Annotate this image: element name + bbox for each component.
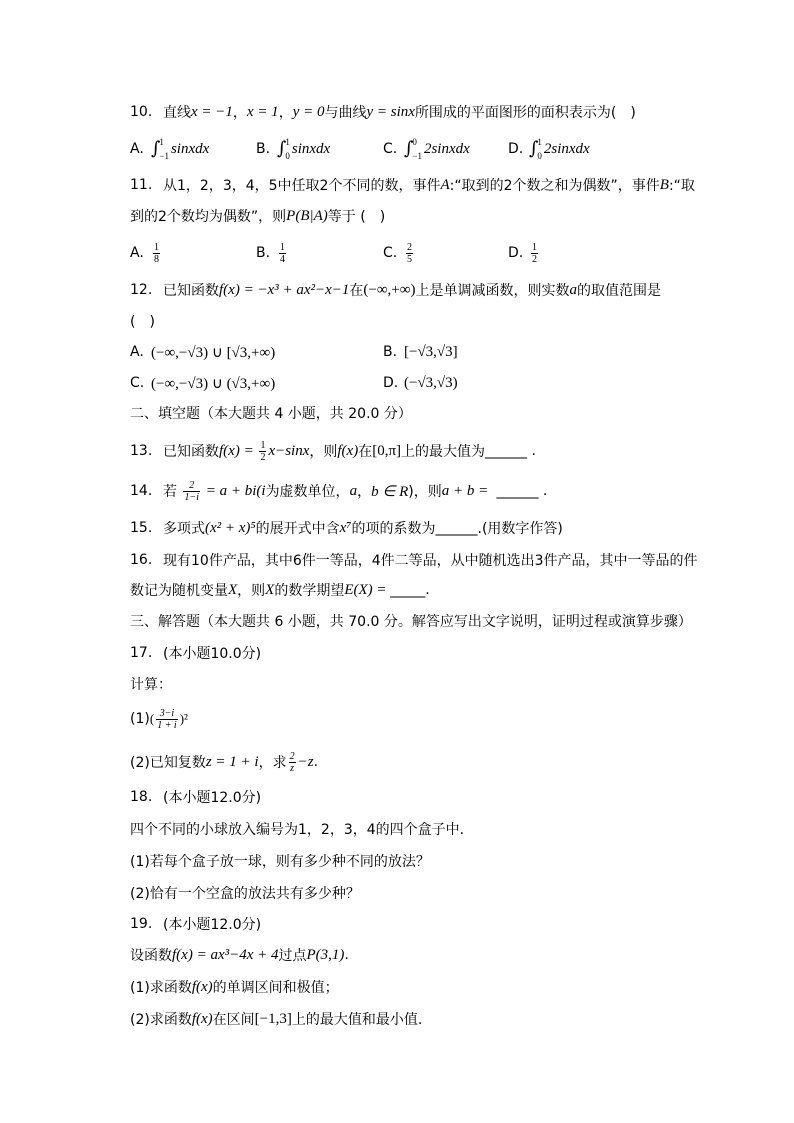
integrand: 2sinxdx [423,140,470,157]
question-text: . [527,443,536,459]
fraction [531,242,538,265]
question-text: 的展开式中含 [255,521,340,537]
math-expression: a + b = [441,482,493,499]
integral [151,137,169,161]
math-expression: X [265,581,275,598]
option-value: [−√3,√3] [404,343,458,360]
numerator: 2 [189,479,195,491]
denominator: z [290,762,295,774]
section-title: 二、填空题（本大题共 4 小题，共 20.0 分） [130,406,412,422]
question-text: 与曲线 [324,105,367,121]
q19-part-2 [130,1009,754,1029]
answer-blank: ______ [492,483,543,499]
question-text: :“取到的2个数之和为偶数”，事件 [449,178,660,194]
denominator: 1 + i [157,719,177,731]
question-text: 的取值范围是 [576,283,661,299]
math-expression: a [349,482,358,499]
upper-limit: 0 [412,137,417,147]
math-expression: = a + bi(i [201,482,266,499]
integral-limits [537,137,542,161]
q12-options-row-2 [130,373,754,393]
option-label: C. [383,141,398,157]
math-expression: x−sinx [268,442,310,459]
fraction [153,242,160,265]
denominator: 1−i [184,491,199,503]
question-text: (1)求函数 [130,980,192,996]
q15-stem [130,518,754,538]
math-expression: a [569,281,577,298]
q12-stem-line-2 [130,311,754,331]
integral-limits [412,137,422,161]
math-expression: f(x) [337,442,359,459]
integral-sign: ∫ [529,138,539,159]
q10-option-b [256,136,330,162]
fraction [279,242,286,265]
integral-limits [159,137,169,161]
q17-prompt [130,674,754,694]
question-score: (本小题12.0分) [163,790,262,806]
integrand: 2sinxdx [543,140,590,157]
close-paren-squared: )² [179,711,188,726]
integrand: sinxdx [170,140,210,157]
question-text: 现有10件产品，其中6件一等品，4件二等品，从中随机选出3件产品，其中一等品的件 [163,553,698,569]
math-expression: f(x) = ax³−4x + 4 [172,946,279,963]
q12-option-c [130,373,275,393]
question-text: 上的最大值和最小值. [291,1012,423,1028]
question-number: 10. [130,104,153,120]
q18-stem [130,819,754,839]
answer-blank: ______ [435,520,478,536]
question-text: 的单调区间和极值； [212,980,339,996]
question-number: 11. [130,177,153,193]
math-expression: y = sinx [366,103,415,120]
option-label: D. [508,245,524,261]
q11-options [130,240,754,266]
math-expression: x = 1 [246,103,279,120]
q11-stem-line-2 [130,206,754,226]
question-text: (2)求函数 [130,1012,192,1028]
question-number: 17. [130,645,153,661]
question-text: . [344,947,349,963]
math-expression: z = 1 + i [205,753,259,770]
integral [529,137,542,161]
option-value: (−∞,−√3) ∪ [√3,+∞) [151,344,276,361]
fraction [259,440,266,463]
denominator: 4 [280,253,285,265]
numerator: 2 [407,241,412,253]
question-text: (2)已知复数 [130,755,206,771]
question-score: (本小题12.0分) [163,917,262,933]
q12-stem-line-1 [130,280,754,300]
integrand: sinxdx [291,140,331,157]
denominator: 8 [154,253,159,265]
q18-part-2 [130,883,754,903]
question-text: 计算： [130,677,172,693]
option-label: B. [256,141,271,157]
math-expression: P(B|A) [286,207,328,224]
option-label: A. [130,141,144,157]
option-value: (−√3,√3) [404,374,458,391]
option-label: D. [508,141,524,157]
question-text: :“取 [668,178,695,194]
q12-option-d [383,373,458,393]
question-number: 19. [130,916,153,932]
math-expression: −z [297,753,314,770]
q17-header [130,643,754,663]
q11-stem-line-1 [130,175,754,195]
q10-option-d [508,136,590,162]
question-text: 在区间 [212,1012,255,1028]
integral-sign: ∫ [277,138,287,159]
denominator: 2 [260,451,266,463]
question-text: ，求 [258,755,287,771]
question-text: ， [278,105,293,121]
question-text: 在 [349,283,364,299]
math-expression: y = 0 [292,103,325,120]
integral-sign: ∫ [151,138,161,159]
question-text: 为虚数单位， [265,484,350,500]
q18-header [130,787,754,807]
answer-parentheses: ( ) [130,314,155,330]
question-text: 直线 [163,105,191,121]
math-expression: f(x) [191,978,213,995]
q17-part-2 [130,751,754,773]
question-text: 上是单调减函数，则实数 [415,283,570,299]
section-heading-solutions [130,611,754,631]
question-text: 已知函数 [163,444,219,460]
question-score: (本小题10.0分) [163,646,262,662]
math-expression: (−∞,+∞) [363,281,416,298]
option-label: C. [383,245,398,261]
q16-stem-line-1 [130,550,754,570]
question-text: (2)恰有一个空盒的放法共有多少种？ [130,886,360,902]
q12-option-a [130,342,275,362]
section-heading-fill-in [130,403,754,423]
lower-limit: −1 [159,151,169,161]
q12-option-b [383,342,458,362]
question-number: 13. [130,443,153,459]
question-text: .(用数字作答) [477,521,563,537]
q10-options [130,136,754,162]
option-label: D. [383,375,399,391]
question-text: 的项的系数为 [351,521,436,537]
question-text: 从1，2，3，4，5中任取2个不同的数，事件 [163,178,441,194]
answer-blank: _____ [390,582,426,598]
question-text: ， [232,105,247,121]
question-text: . [542,483,548,499]
numerator: 1 [260,439,266,451]
lower-limit: −1 [412,151,422,161]
numerator: 3−i [159,707,175,719]
math-expression: f(x) = −x³ + ax²−x−1 [219,281,350,298]
upper-limit: 1 [285,137,290,147]
question-text: ， [357,484,372,500]
q10-option-a [130,136,209,162]
integral-limits [285,137,290,161]
integral-sign: ∫ [404,138,414,159]
question-text: . [313,754,319,770]
upper-limit: 1 [537,137,542,147]
math-expression: P(3,1) [306,946,345,963]
question-number: 15. [130,520,153,536]
option-label: B. [383,344,398,360]
q13-stem [130,440,754,462]
question-number: 12. [130,282,153,298]
question-text: 上的最大值为 [401,444,486,460]
fraction [156,708,178,731]
option-label: B. [256,245,271,261]
option-label: C. [130,375,145,391]
q19-header [130,914,754,934]
section-title: 三、解答题（本大题共 6 小题，共 70.0 分。解答应写出文字说明，证明过程或演算步骤） [130,614,692,630]
q18-part-1 [130,851,754,871]
question-text: 数记为随机变量 [130,583,228,599]
question-text: 四个不同的小球放入编号为1，2，3，4的四个盒子中. [130,822,465,838]
question-text: 设函数 [130,948,172,964]
answer-blank: ______ [485,443,528,459]
math-expression: B [659,176,669,193]
q19-stem [130,945,754,965]
question-text: 所围成的平面图形的面积表示为( ) [414,105,636,121]
numerator: 1 [532,241,537,253]
fraction [289,751,296,774]
q11-option-c [383,240,415,266]
q11-option-b [256,240,288,266]
denominator: 5 [407,253,412,265]
math-expression: A [440,176,450,193]
math-expression: [0,π] [372,442,402,459]
q10-option-c [383,136,470,162]
question-text: ，则 [237,583,266,599]
question-text: (1)若每个盒子放一球，则有多少种不同的放法？ [130,854,430,870]
question-text: 多项式 [163,521,205,537]
q19-part-1 [130,977,754,997]
math-expression: f(x) = [219,442,258,459]
question-text: . [425,582,430,598]
option-label: A. [130,344,144,360]
numerator: 2 [289,750,295,762]
option-label: A. [130,245,144,261]
math-expression: [−1,3] [254,1010,292,1027]
math-expression: (x² + x)⁵ [205,519,256,536]
q17-part-1 [130,707,754,731]
math-expression: E(X) = [344,581,391,598]
q10-stem [130,102,754,122]
fraction [183,480,200,503]
numerator: 1 [280,241,285,253]
open-paren: ( [149,711,155,726]
question-number: 16. [130,552,153,568]
question-text: )，则 [408,484,442,500]
option-value: (−∞,−√3) ∪ (√3,+∞) [151,375,276,392]
question-text: 过点 [278,948,307,964]
question-text: 的数学期望 [274,583,345,599]
question-text: 等于 ( ) [327,209,386,225]
integral [404,137,422,161]
fraction [406,242,413,265]
q11-option-a [130,240,162,266]
integral [277,137,290,161]
question-number: 14. [130,483,153,499]
lower-limit: 0 [537,151,542,161]
denominator: 2 [532,253,537,265]
math-expression: X [228,581,238,598]
lower-limit: 0 [285,151,290,161]
question-text: ，则 [309,444,338,460]
question-text: 到的2个数均为偶数”，则 [130,209,287,225]
q14-stem [130,479,754,503]
upper-limit: 1 [159,137,164,147]
question-text: 已知函数 [163,283,219,299]
question-text: 若 [163,484,182,500]
q16-stem-line-2 [130,580,754,600]
q11-option-d [508,240,540,266]
question-text: 在 [358,444,373,460]
math-expression: b ∈ R [371,483,409,500]
math-expression: x⁷ [339,519,352,536]
q12-options-row-1 [130,342,754,362]
math-expression: x = −1 [191,103,233,120]
part-label: (1) [130,711,150,727]
question-number: 18. [130,789,153,805]
numerator: 1 [154,241,159,253]
math-expression: f(x) [191,1010,213,1027]
